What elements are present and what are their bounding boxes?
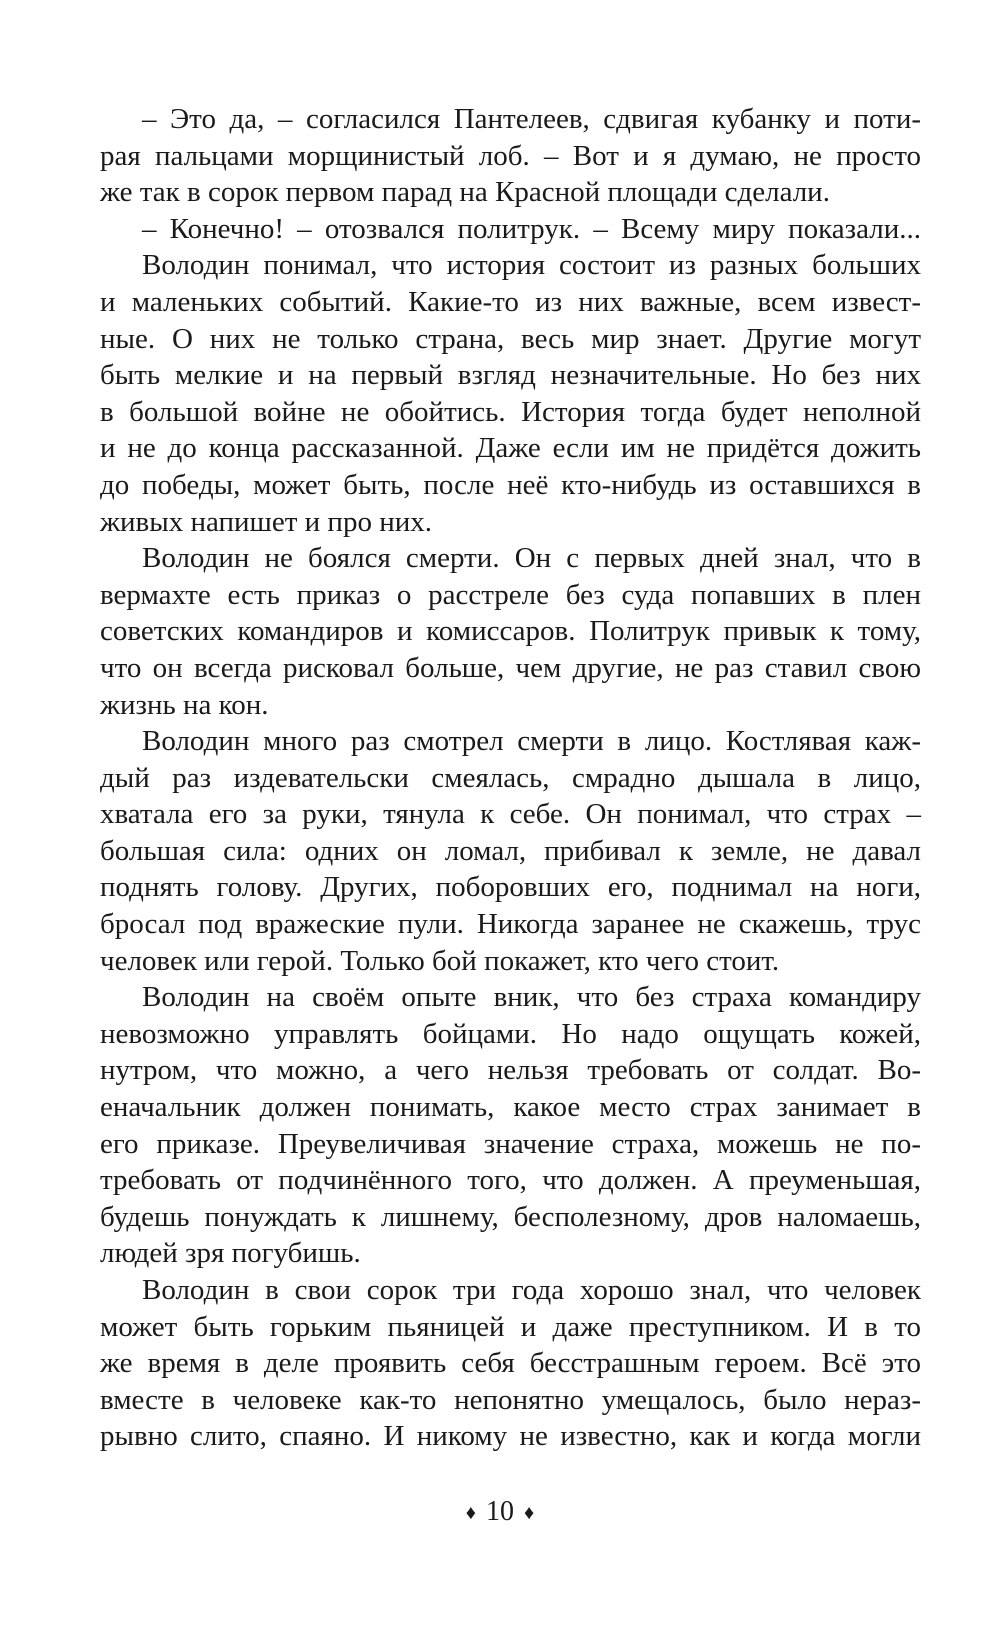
text-line: человек или герой. Только бой покажет, кто чего стоит.: [100, 944, 780, 977]
text-line: живых напишет и про них.: [100, 505, 432, 538]
text-line: и маленьких событий. Какие-то из них важные, всем извест-: [100, 285, 921, 318]
text-line: жизнь на кон.: [100, 688, 269, 721]
text-line: Володин понимал, что история состоит из разных больших: [142, 249, 921, 282]
text-line: требовать от подчинённого того, что должен. А преуменьшая,: [100, 1164, 921, 1197]
page-number: 10: [486, 1496, 514, 1527]
text-line: поднять голову. Других, поборовших его, поднимал на ноги,: [100, 871, 921, 904]
text-line: Володин много раз смотрел смерти в лицо. Костлявая каж-: [142, 725, 921, 758]
text-line: и не до конца рассказанной. Даже если им не придётся дожить: [100, 432, 921, 465]
text-line: еначальник должен понимать, какое место страх занимает в: [100, 1091, 921, 1124]
text-line: будешь понуждать к лишнему, бесполезному, дров наломаешь,: [100, 1200, 921, 1233]
text-line: Володин в свои сорок три года хорошо знал, что человек: [142, 1274, 921, 1306]
text-line: до победы, может быть, после неё кто-нибудь из оставшихся в: [100, 468, 921, 501]
body-text: [100, 101, 921, 1455]
diamond-right-icon: ♦: [524, 1502, 535, 1525]
text-line: – Это да, – согласился Пантелеев, сдвигая кубанку и поти-: [142, 103, 921, 135]
text-line: же так в сорок первом парад на Красной площади сделали.: [100, 176, 830, 209]
text-line: большая сила: одних он ломал, прибивал к земле, не давал: [100, 834, 921, 867]
text-line: его приказе. Преувеличивая значение страха, можешь не по-: [100, 1127, 921, 1160]
page-footer: [0, 1496, 1000, 1528]
text-line: рая пальцами морщинистый лоб. – Вот и я думаю, не просто: [100, 139, 921, 172]
text-line: людей зря погубишь.: [100, 1237, 361, 1270]
text-line: хватала его за руки, тянула к себе. Он понимал, что страх –: [100, 798, 921, 831]
text-line: вместе в человеке как-то непонятно умещалось, было нераз-: [100, 1383, 921, 1416]
text-line: ные. О них не только страна, весь мир знает. Другие могут: [100, 322, 921, 355]
text-line: нутром, что можно, а чего нельзя требовать от солдат. Во-: [100, 1054, 921, 1087]
text-line: Володин не боялся смерти. Он с первых дней знал, что в: [142, 542, 921, 575]
text-line: вермахте есть приказ о расстреле без суда попавших в плен: [100, 578, 921, 611]
text-line: может быть горьким пьяницей и даже преступником. И в то: [100, 1310, 921, 1343]
text-line: бросал под вражеские пули. Никогда заранее не скажешь, трус: [100, 908, 921, 941]
text-line: же время в деле проявить себя бесстрашным героем. Всё это: [100, 1347, 921, 1380]
text-line: – Конечно! – отозвался политрук. – Всему миру показали...: [142, 212, 921, 245]
text-line: быть мелкие и на первый взгляд незначительные. Но без них: [100, 359, 921, 392]
text-line: дый раз издевательски смеялась, смрадно дышала в лицо,: [100, 761, 921, 794]
text-line: Володин на своём опыте вник, что без страха командиру: [142, 981, 921, 1014]
text-line: что он всегда рисковал больше, чем другие, не раз ставил свою: [100, 651, 921, 684]
text-line: рывно слито, спаяно. И никому не известно, как и когда могли: [100, 1420, 921, 1453]
text-line: невозможно управлять бойцами. Но надо ощущать кожей,: [100, 1017, 921, 1050]
diamond-left-icon: ♦: [465, 1502, 476, 1525]
text-line: советских командиров и комиссаров. Политрук привык к тому,: [100, 615, 921, 648]
text-line: в большой войне не обойтись. История тогда будет неполной: [100, 395, 921, 428]
